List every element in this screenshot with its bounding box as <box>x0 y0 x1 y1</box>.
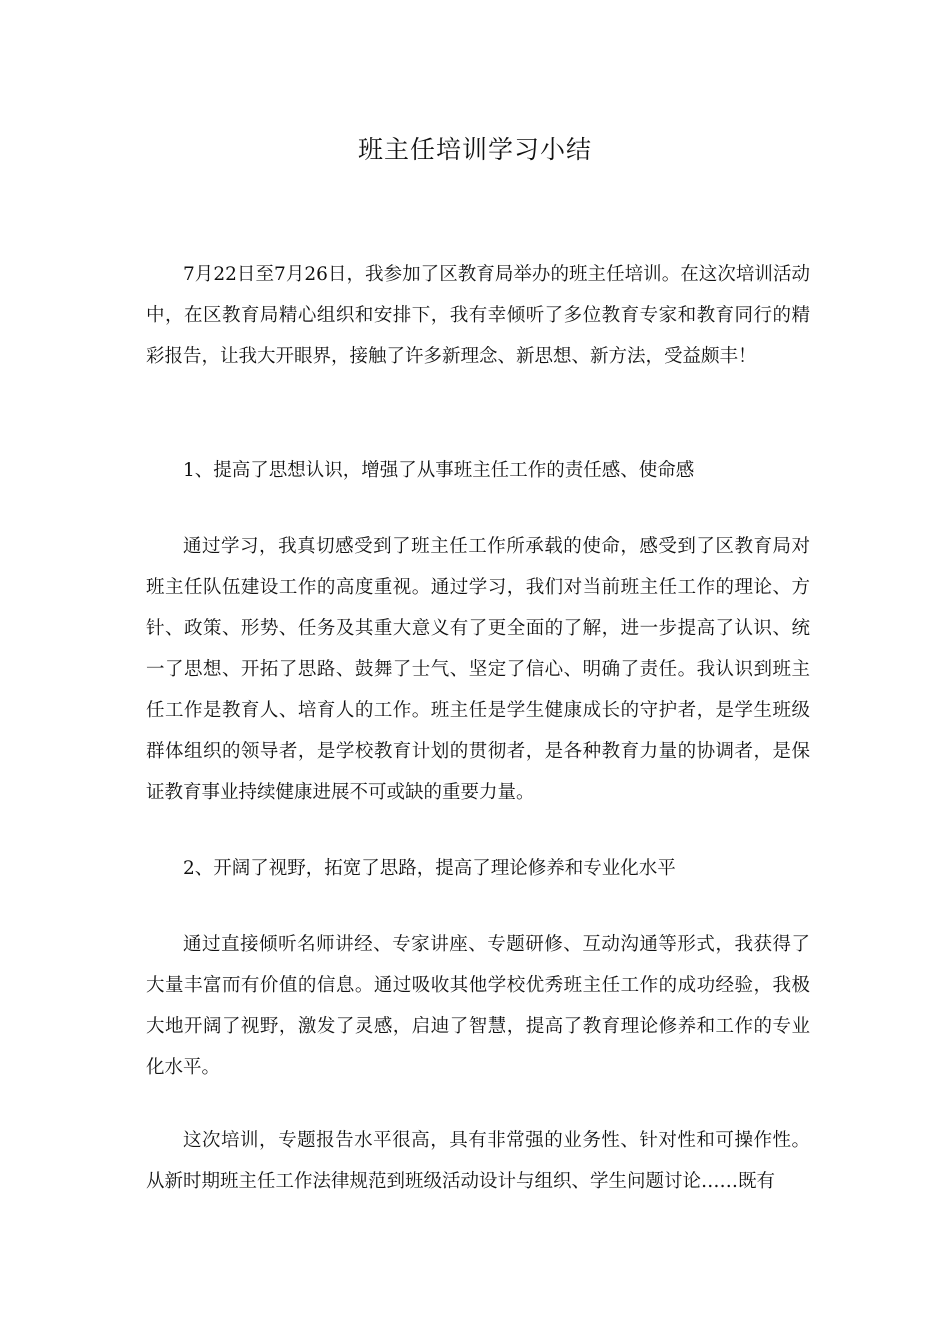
section-1-paragraph: 通过学习，我真切感受到了班主任工作所承载的使命，感受到了区教育局对班主任队伍建设工作的高度重视。通过学习，我们对当前班主任工作的理论、方针、政策、形势、任务及其重大意义有了更全面的了解，进一步提高了认识、统一了思想、开拓了思路、鼓舞了士气、坚定了信心、明确了责任。我认识到班主任工作是教育人、培育人的工作。班主任是学生健康成长的守护者，是学生班级群体组织的领导者，是学校教育计划的贯彻者，是各种教育力量的协调者，是保证教育事业持续健康进展不可或缺的重要力量。 <box>146 536 810 803</box>
section-heading-2: 2、开阔了视野，拓宽了思路，提高了理论修养和专业化水平 <box>183 858 676 879</box>
training-summary-paragraph: 这次培训，专题报告水平很高，具有非常强的业务性、针对性和可操作性。从新时期班主任工作法律规范到班级活动设计与组织、学生问题讨论……既有 <box>146 1130 810 1192</box>
section-heading-1: 1、提高了思想认识，增强了从事班主任工作的责任感、使命感 <box>183 460 695 481</box>
section-2-paragraph: 通过直接倾听名师讲经、专家讲座、专题研修、互动沟通等形式，我获得了大量丰富而有价值的信息。通过吸收其他学校优秀班主任工作的成功经验，我极大地开阔了视野，激发了灵感，启迪了智慧，提高了教育理论修养和工作的专业化水平。 <box>146 934 810 1078</box>
intro-paragraph: 7月22日至7月26日，我参加了区教育局举办的班主任培训。在这次培训活动中，在区教育局精心组织和安排下，我有幸倾听了多位教育专家和教育同行的精彩报告，让我大开眼界，接触了许多新理念、新思想、新方法，受益颇丰！ <box>146 264 810 367</box>
document-title: 班主任培训学习小结 <box>357 135 592 164</box>
